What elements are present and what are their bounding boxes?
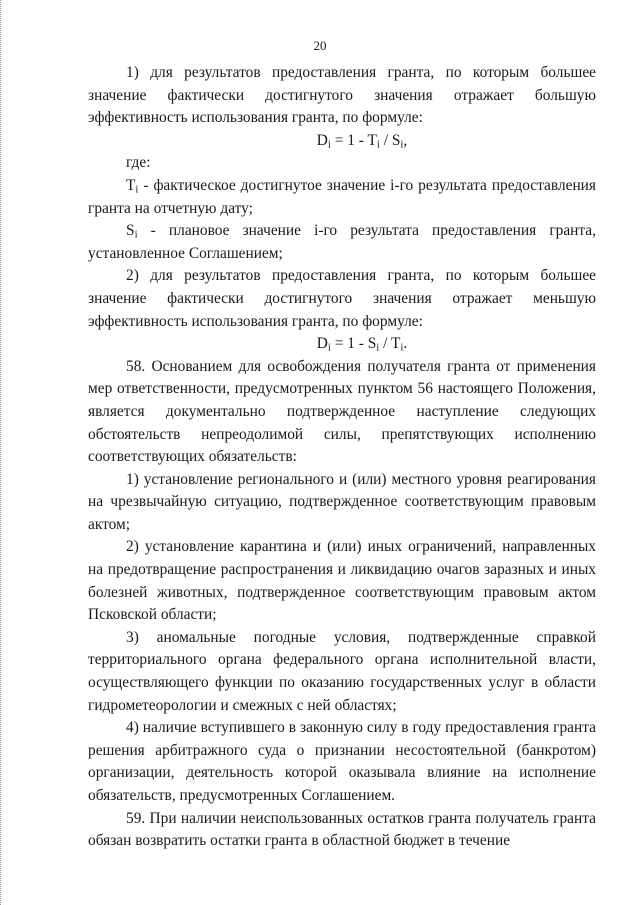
formula-2-part: D: [316, 335, 328, 353]
formula-1-subscript: i: [400, 138, 404, 151]
formula-1-part: = 1 - T: [330, 131, 377, 149]
scan-edge: [0, 0, 4, 905]
definition-ti: [88, 175, 596, 220]
definition-text: - плановое значение i-го результата предоставления гранта, установленное Соглашением;: [88, 222, 596, 262]
formula-2-subscript: i: [327, 341, 331, 354]
section-59: 59. При наличии неиспользованных остатков гранта получатель гранта обязан возвратить остатки гранта в областной бюджет в течение: [88, 809, 596, 850]
formula-1: [88, 130, 596, 153]
symbol-subscript: i: [135, 183, 139, 196]
symbol-subscript: i: [134, 228, 138, 241]
definition-text: - фактическое достигнутое значение i-го результата предоставления гранта на отчетную дату;: [88, 176, 596, 217]
formula-1-part: D: [316, 131, 328, 149]
formula-2-part: = 1 - S: [330, 335, 377, 353]
formula-2-subscript: i: [376, 341, 380, 354]
symbol-s: S: [126, 222, 135, 240]
section-58-item-1: 1) установление регионального и (или) местного уровня реагирования на чрезвычайную ситуацию, подтвержденное соответствующим правовым актом;: [88, 470, 596, 533]
document-body: [88, 62, 596, 853]
page-number: 20: [313, 38, 327, 53]
section-58-item-4: 4) наличие вступившего в законную силу в году предоставления гранта решения арбитражного суда о признании несостоятельной (банкротом) организации, деятельность которой оказывала влияние на исполнение обязательств, предусмотренных Соглашением.: [88, 719, 596, 804]
formula-1-part: / S: [379, 131, 401, 149]
formula-1-subscript: i: [376, 138, 380, 151]
symbol-t: T: [126, 176, 136, 194]
formula-2: [88, 333, 596, 356]
definition-si: [88, 220, 596, 265]
section-58-item-2: 2) установление карантина и (или) иных ограничений, направленных на предотвращение распространения и ликвидацию очагов заразных и иных болезней животных, подтвержденное соответствующим правовым актом Псковской области;: [88, 538, 596, 624]
formula-1-subscript: i: [327, 138, 331, 151]
section-58-item-3: 3) аномальные погодные условия, подтвержденные справкой территориального органа федерального органа исполнительной власти, осуществляющего функции по оказанию государственных услуг в области гидрометеорологии и смежных с ней областях;: [88, 628, 596, 714]
formula-1-part: ,: [403, 131, 408, 149]
formula-2-subscript: i: [400, 341, 404, 354]
paragraph-item-1: 1) для результатов предоставления гранта, по которым большее значение фактически достигнутого значения отражает большую эффективность использования гранта, по формуле:: [88, 64, 596, 127]
formula-2-part: / T: [379, 335, 401, 353]
section-58: 58. Основанием для освобождения получателя гранта от применения мер ответственности, предусмотренных пунктом 56 настоящего Положения, является документально подтвержденное наступление следующих обстоятельств непреодолимой силы, препятствующих исполнению соответствующих обязательств:: [88, 357, 596, 466]
where-label: где:: [126, 154, 151, 172]
formula-2-part: .: [403, 335, 408, 353]
paragraph-item-2: 2) для результатов предоставления гранта, по которым большее значение фактически достигнутого значения отражает меньшую эффективность использования гранта, по формуле:: [88, 267, 596, 330]
